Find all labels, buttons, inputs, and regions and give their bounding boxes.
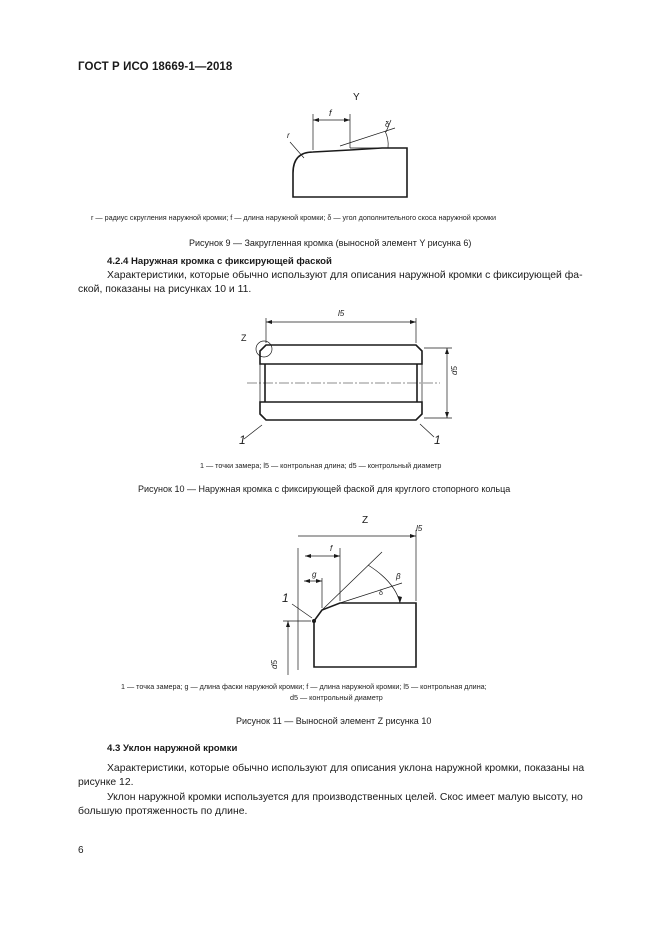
section-4-3-paragraph-2-line-1: Уклон наружной кромки используется для производственных целей. Скос имеет малую высоту, но: [107, 792, 583, 803]
fig10-label-l5: l5: [338, 309, 345, 318]
fig11-caption: Рисунок 11 — Выносной элемент Z рисунка 10: [236, 716, 432, 726]
fig11-label-l5: l5: [416, 524, 423, 533]
section-4-3-heading: 4.3 Уклон наружной кромки: [107, 743, 238, 754]
section-4-2-4-paragraph-line-2: ской, показаны на рисунках 10 и 11.: [78, 284, 252, 295]
fig11-label-delta: δ: [379, 590, 383, 597]
section-4-3-paragraph-1-line-1: Характеристики, которые обычно используют для описания уклона наружной кромки, показаны на: [107, 763, 585, 774]
fig9-label-Y: Y: [353, 92, 360, 103]
fig11-label-f: f: [330, 544, 333, 553]
fig11-label-d5: d5: [270, 660, 279, 669]
fig10-label-1-left: 1: [239, 433, 246, 447]
fig11-label-g: g: [312, 570, 317, 579]
page-number: 6: [78, 845, 84, 856]
fig9-label-delta: δ: [385, 120, 390, 129]
fig10-label-1-right: 1: [434, 433, 441, 447]
section-4-3-paragraph-1-line-2: рисунке 12.: [78, 777, 134, 788]
fig10-label-d5: d5: [450, 366, 459, 375]
fig9-caption: Рисунок 9 — Закругленная кромка (выносной элемент Y рисунка 6): [189, 238, 472, 248]
section-4-2-4-heading: 4.2.4 Наружная кромка с фиксирующей фаской: [107, 256, 332, 267]
document-header: ГОСТ Р ИСО 18669-1—2018: [78, 61, 233, 73]
fig9-label-r: r: [287, 131, 290, 140]
fig11-legend-line-1: 1 — точка замера; g — длина фаски наружной кромки; f — длина наружной кромки; l5 — контрольная длина;: [121, 682, 487, 691]
fig9-legend: r — радиус скругления наружной кромки; f — длина наружной кромки; δ — угол дополнительного скоса наружной кромки: [91, 213, 497, 222]
fig11-label-1: 1: [282, 591, 289, 605]
section-4-3-paragraph-2-line-2: большую протяженность по длине.: [78, 806, 248, 817]
fig9-label-f: f: [329, 108, 332, 118]
fig10-caption: Рисунок 10 — Наружная кромка с фиксирующей фаской для круглого стопорного кольца: [138, 484, 511, 494]
fig9-part-section: [293, 148, 407, 197]
fig11-label-beta: β: [396, 572, 401, 581]
fig10-label-Z: Z: [241, 333, 247, 343]
fig11-label-Z: Z: [362, 515, 369, 526]
fig11-legend-line-2: d5 — контрольный диаметр: [290, 693, 383, 702]
fig10-legend: 1 — точки замера; l5 — контрольная длина; d5 — контрольный диаметр: [200, 461, 442, 470]
section-4-2-4-paragraph-line-1: Характеристики, которые обычно используют для описания наружной кромки с фиксирующей фа-: [107, 270, 583, 281]
